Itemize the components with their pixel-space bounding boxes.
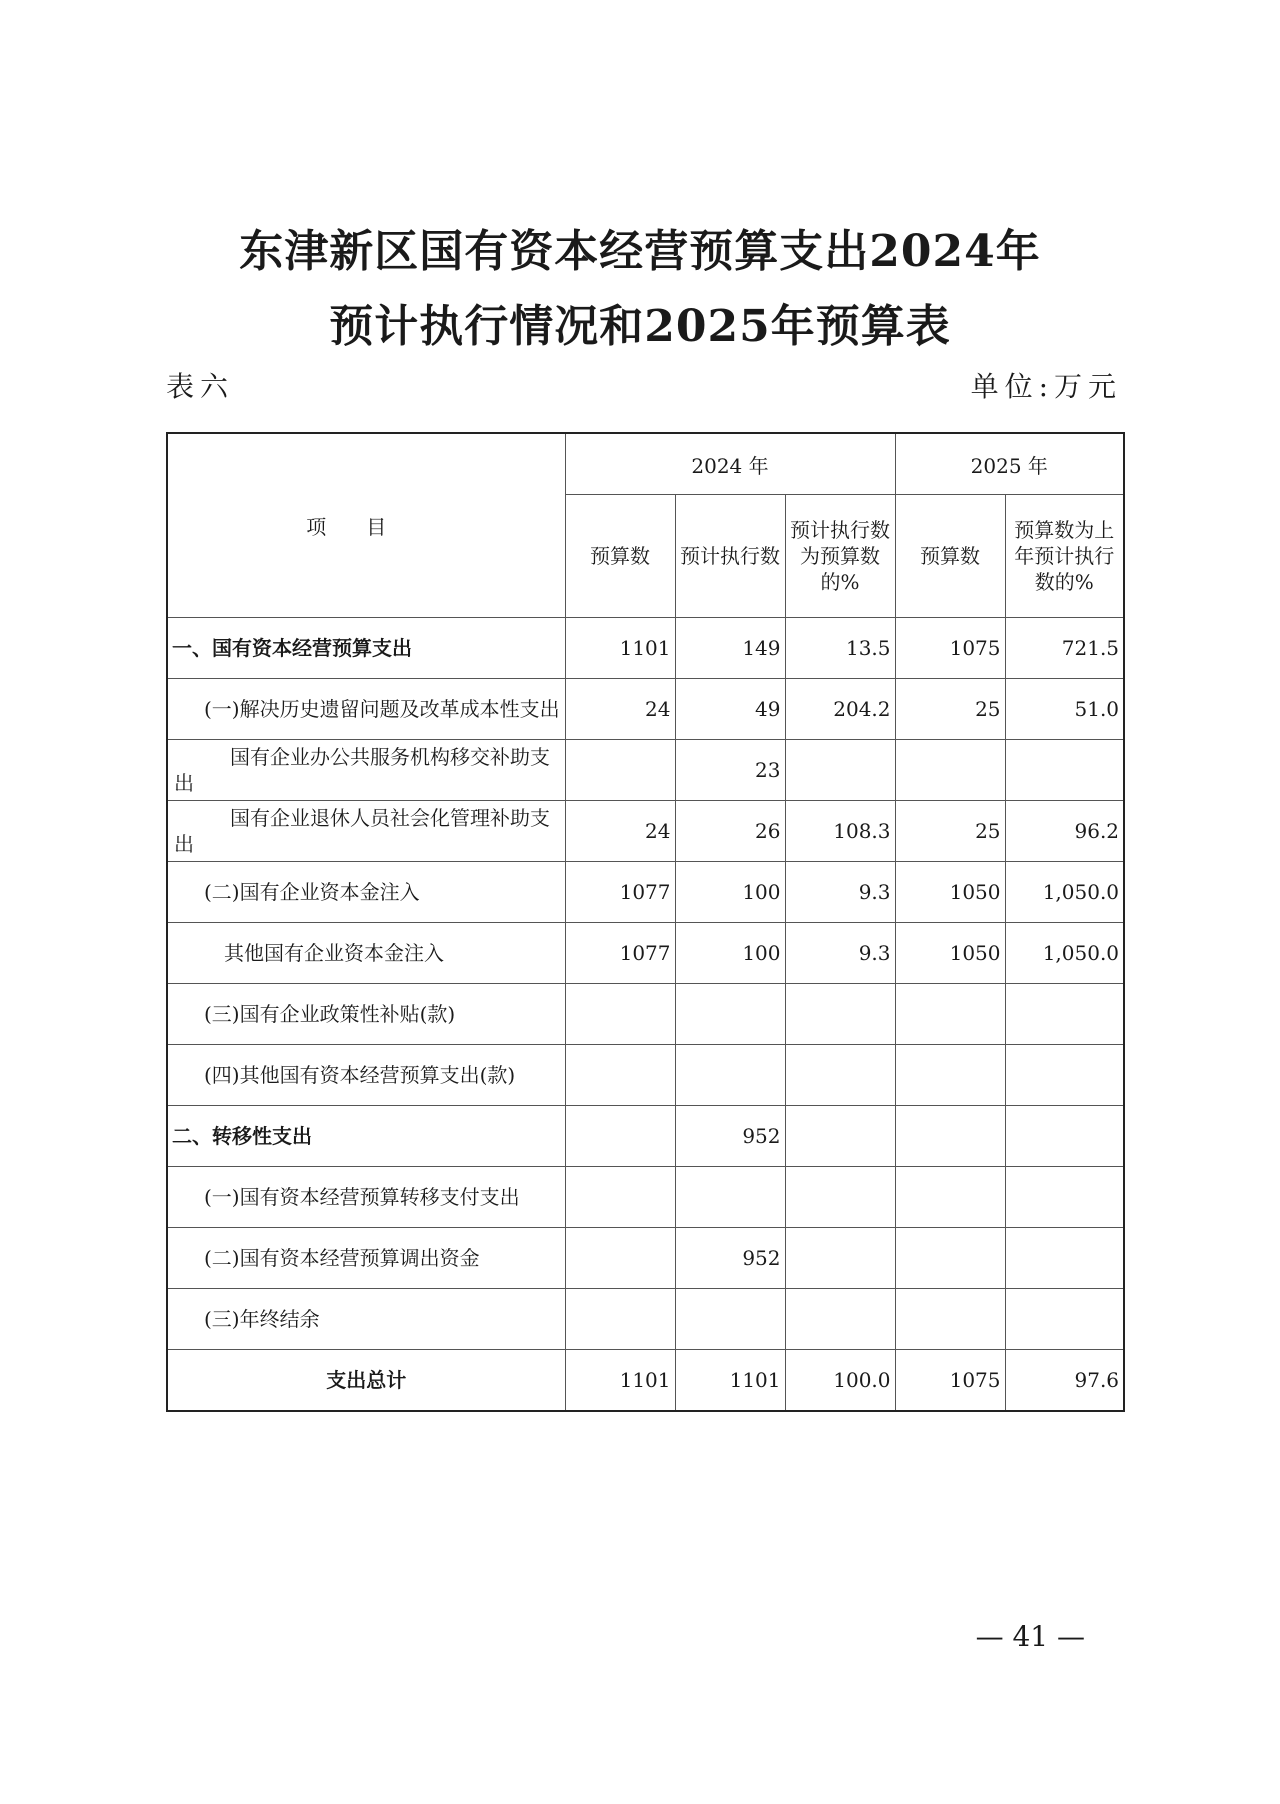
table-row-total [167, 1350, 1124, 1412]
cell-budget-2024: 24 [565, 679, 675, 740]
cell-budget-pct: 96.2 [1005, 801, 1124, 862]
row-name: 国有企业退休人员社会化管理补助支出 [167, 801, 565, 862]
cell-budget-2024: 24 [565, 801, 675, 862]
cell-estimated: 49 [675, 679, 785, 740]
cell-budget-pct [1005, 1289, 1124, 1350]
cell-budget-2024: 1101 [565, 1350, 675, 1412]
cell-budget-2025: 25 [895, 801, 1005, 862]
table-row [167, 862, 1124, 923]
cell-estimated: 952 [675, 1228, 785, 1289]
cell-budget-2025: 1075 [895, 1350, 1005, 1412]
cell-budget-2024 [565, 1289, 675, 1350]
header-item: 项目 [167, 433, 565, 618]
cell-budget-2025 [895, 1289, 1005, 1350]
cell-estimated-pct [785, 1045, 895, 1106]
table-row [167, 618, 1124, 679]
cell-budget-2024: 1077 [565, 923, 675, 984]
cell-budget-2024 [565, 1228, 675, 1289]
cell-estimated: 149 [675, 618, 785, 679]
table-row [167, 1167, 1124, 1228]
row-name: (二)国有资本经营预算调出资金 [167, 1228, 565, 1289]
cell-budget-2024 [565, 1045, 675, 1106]
cell-budget-2024: 1101 [565, 618, 675, 679]
cell-estimated-pct [785, 1106, 895, 1167]
row-name: 其他国有企业资本金注入 [167, 923, 565, 984]
cell-budget-pct [1005, 1045, 1124, 1106]
cell-estimated-pct [785, 1228, 895, 1289]
table-row [167, 1045, 1124, 1106]
cell-budget-2025 [895, 1045, 1005, 1106]
cell-budget-2024 [565, 984, 675, 1045]
cell-budget-pct: 97.6 [1005, 1350, 1124, 1412]
table-row [167, 740, 1124, 801]
cell-budget-2025: 25 [895, 679, 1005, 740]
cell-budget-2025 [895, 984, 1005, 1045]
row-name: (一)解决历史遗留问题及改革成本性支出 [167, 679, 565, 740]
cell-budget-pct: 1,050.0 [1005, 923, 1124, 984]
header-year-2025: 2025 年 [895, 433, 1124, 495]
cell-budget-pct [1005, 984, 1124, 1045]
header-estimated-pct: 预计执行数为预算数的% [785, 495, 895, 618]
table-row [167, 1228, 1124, 1289]
header-budget-2025: 预算数 [895, 495, 1005, 618]
document-title-line-1: 东津新区国有资本经营预算支出2024年 [239, 226, 1041, 277]
row-name: 国有企业办公共服务机构移交补助支出 [167, 740, 565, 801]
cell-budget-2025 [895, 1106, 1005, 1167]
cell-budget-2025 [895, 1228, 1005, 1289]
cell-budget-2024: 1077 [565, 862, 675, 923]
header-year-2024: 2024 年 [565, 433, 895, 495]
cell-budget-2025 [895, 1167, 1005, 1228]
row-name: 支出总计 [167, 1350, 565, 1412]
cell-budget-2025: 1050 [895, 923, 1005, 984]
cell-budget-pct: 51.0 [1005, 679, 1124, 740]
table-row [167, 801, 1124, 862]
cell-estimated: 100 [675, 923, 785, 984]
header-budget-2024: 预算数 [565, 495, 675, 618]
cell-budget-pct: 1,050.0 [1005, 862, 1124, 923]
table-row [167, 1289, 1124, 1350]
row-name: 一、国有资本经营预算支出 [167, 618, 565, 679]
cell-budget-2024 [565, 740, 675, 801]
cell-budget-2025: 1050 [895, 862, 1005, 923]
row-name: 二、转移性支出 [167, 1106, 565, 1167]
cell-estimated-pct [785, 740, 895, 801]
cell-budget-pct [1005, 1228, 1124, 1289]
cell-estimated [675, 1289, 785, 1350]
cell-estimated-pct: 100.0 [785, 1350, 895, 1412]
cell-estimated: 23 [675, 740, 785, 801]
cell-budget-pct: 721.5 [1005, 618, 1124, 679]
cell-estimated-pct [785, 984, 895, 1045]
cell-estimated-pct: 9.3 [785, 862, 895, 923]
row-name: (三)年终结余 [167, 1289, 565, 1350]
row-name: (二)国有企业资本金注入 [167, 862, 565, 923]
cell-estimated [675, 984, 785, 1045]
table-label: 表六 [166, 370, 235, 403]
cell-estimated [675, 1167, 785, 1228]
cell-estimated: 26 [675, 801, 785, 862]
cell-budget-2025 [895, 740, 1005, 801]
row-name: (四)其他国有资本经营预算支出(款) [167, 1045, 565, 1106]
cell-budget-2024 [565, 1167, 675, 1228]
cell-budget-pct [1005, 1106, 1124, 1167]
row-name: (一)国有资本经营预算转移支付支出 [167, 1167, 565, 1228]
budget-table [166, 432, 1125, 1412]
cell-estimated: 952 [675, 1106, 785, 1167]
document-title-line-2: 预计执行情况和2025年预算表 [329, 301, 951, 352]
cell-budget-2025: 1075 [895, 618, 1005, 679]
cell-estimated-pct [785, 1167, 895, 1228]
cell-budget-pct [1005, 740, 1124, 801]
cell-estimated: 100 [675, 862, 785, 923]
cell-estimated-pct: 204.2 [785, 679, 895, 740]
table-row [167, 679, 1124, 740]
header-estimated: 预计执行数 [675, 495, 785, 618]
unit-label: 单位:万元 [970, 370, 1122, 403]
header-budget-pct: 预算数为上年预计执行数的% [1005, 495, 1124, 618]
table-row [167, 923, 1124, 984]
row-name: (三)国有企业政策性补贴(款) [167, 984, 565, 1045]
cell-estimated-pct [785, 1289, 895, 1350]
cell-estimated-pct: 9.3 [785, 923, 895, 984]
cell-estimated-pct: 13.5 [785, 618, 895, 679]
cell-estimated: 1101 [675, 1350, 785, 1412]
table-row [167, 1106, 1124, 1167]
page-number: — 41 — [975, 1620, 1085, 1653]
table-row [167, 984, 1124, 1045]
cell-budget-2024 [565, 1106, 675, 1167]
cell-estimated-pct: 108.3 [785, 801, 895, 862]
cell-budget-pct [1005, 1167, 1124, 1228]
cell-estimated [675, 1045, 785, 1106]
